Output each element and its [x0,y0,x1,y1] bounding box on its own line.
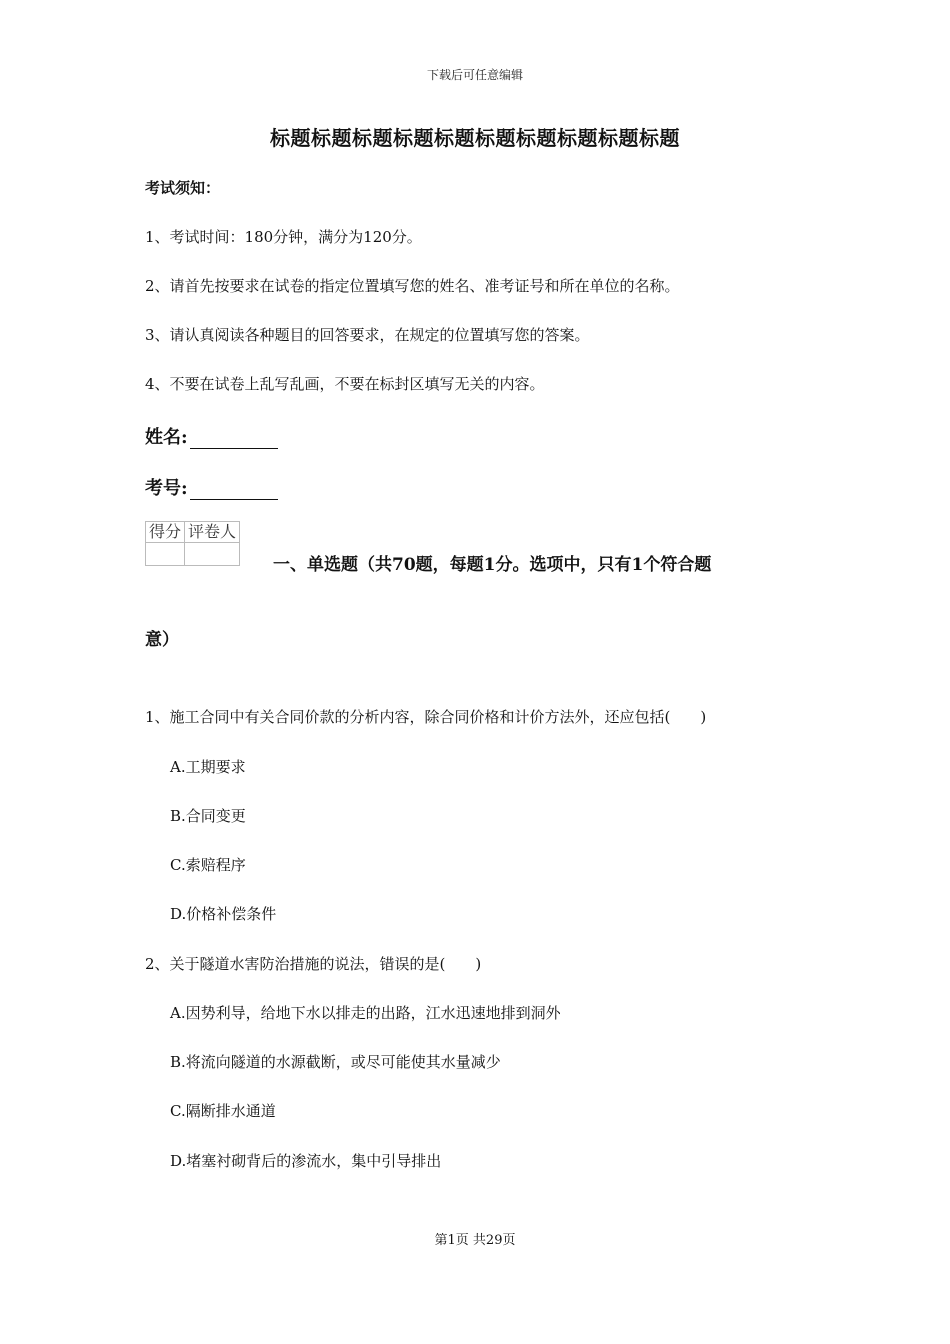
question-option: B.将流向隧道的水源截断，或尽可能使其水量减少 [170,1053,501,1071]
question-option: C.索赔程序 [170,856,246,874]
question-option: A.因势利导，给地下水以排走的出路，江水迅速地排到洞外 [170,1004,561,1022]
score-header: 得分 [146,522,185,543]
question-option: C.隔断排水通道 [170,1102,276,1120]
score-cell[interactable] [146,543,185,566]
notice-label: 考试须知： [145,179,221,197]
id-blank-line[interactable] [190,481,278,500]
part-heading-continued: 意） [145,630,179,650]
grader-header: 评卷人 [185,522,240,543]
question-option: A.工期要求 [170,758,246,776]
score-table [145,521,240,566]
header-note: 下载后可任意编辑 [426,68,523,82]
page-footer: 第1页 共29页 [434,1233,516,1248]
id-label: 考号: [145,478,188,499]
name-field [145,423,278,449]
question-option: B.合同变更 [170,807,246,825]
document-title: 标题标题标题标题标题标题标题标题标题标题 [270,126,680,150]
name-blank-line[interactable] [190,430,278,449]
name-label: 姓名: [145,427,188,448]
notice-item: 4、不要在试卷上乱写乱画，不要在标封区填写无关的内容。 [145,375,545,393]
question-option: D.价格补偿条件 [170,905,277,923]
notice-item: 3、请认真阅读各种题目的回答要求，在规定的位置填写您的答案。 [145,326,590,344]
notice-item: 1、考试时间：180分钟，满分为120分。 [145,228,422,246]
question-option: D.堵塞衬砌背后的渗流水，集中引导排出 [170,1152,442,1170]
id-field [145,474,278,500]
question-stem: 2、关于隧道水害防治措施的说法，错误的是( ) [145,955,482,973]
grader-cell[interactable] [185,543,240,566]
question-stem: 1、施工合同中有关合同价款的分析内容，除合同价格和计价方法外，还应包括( ) [145,708,707,726]
notice-item: 2、请首先按要求在试卷的指定位置填写您的姓名、准考证号和所在单位的名称。 [145,277,680,295]
part-heading: 一、单选题（共70题，每题1分。选项中，只有1个符合题 [273,555,712,575]
